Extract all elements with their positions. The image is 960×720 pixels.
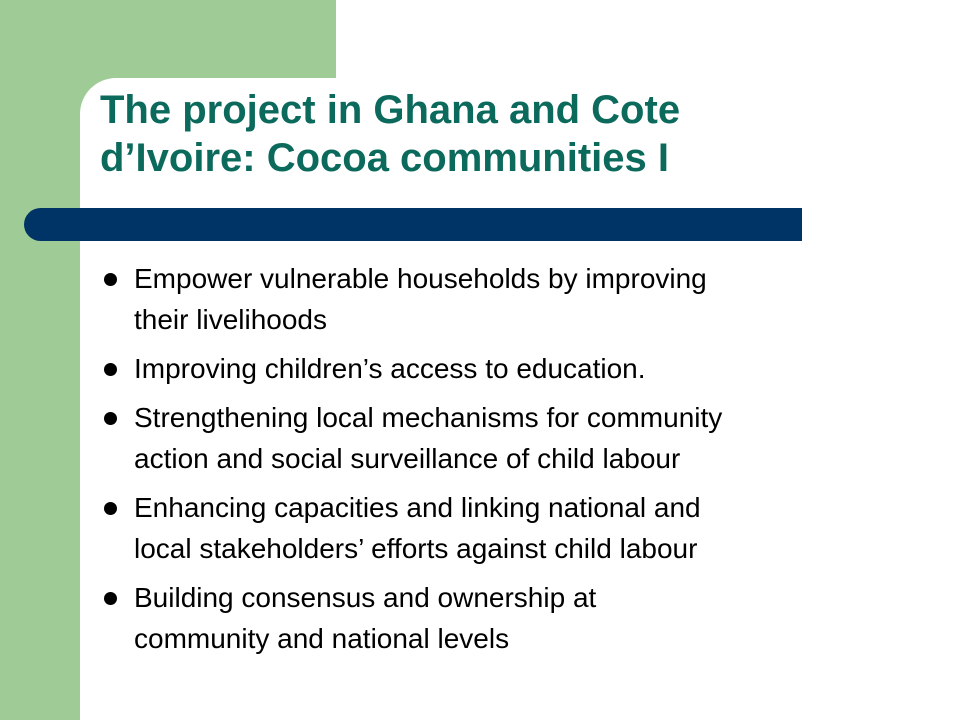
slide-title [100,86,920,182]
bullet-dot-icon [104,273,117,286]
slide-title-line-2: d’Ivoire: Cocoa communities I [100,136,670,180]
bullet-dot-icon [104,363,117,376]
bullet-item [100,348,940,389]
bullet-list [100,258,940,667]
bullet-dot-icon [104,412,117,425]
bullet-dot-icon [104,502,117,515]
bullet-item [100,577,940,659]
bullet-text-line-2: action and social surveillance of child labour [134,443,681,474]
bullet-item [100,487,940,569]
bullet-text-line-2: local stakeholders’ efforts against child labour [134,533,698,564]
bullet-text-line-2: community and national levels [134,623,510,654]
bullet-text-line-1: Enhancing capacities and linking national and [134,492,701,523]
slide-title-line-1: The project in Ghana and Cote [100,88,681,132]
bullet-text-line-2: their livelihoods [134,304,327,335]
bullet-dot-icon [104,592,117,605]
bullet-item [100,258,940,340]
bullet-item [100,397,940,479]
bullet-text-line-1: Improving children’s access to education. [134,353,646,384]
bullet-text-line-1: Empower vulnerable households by improving [134,263,707,294]
title-underline-bar [24,208,802,241]
bullet-text-line-1: Strengthening local mechanisms for community [134,402,723,433]
bullet-text-line-1: Building consensus and ownership at [134,582,597,613]
